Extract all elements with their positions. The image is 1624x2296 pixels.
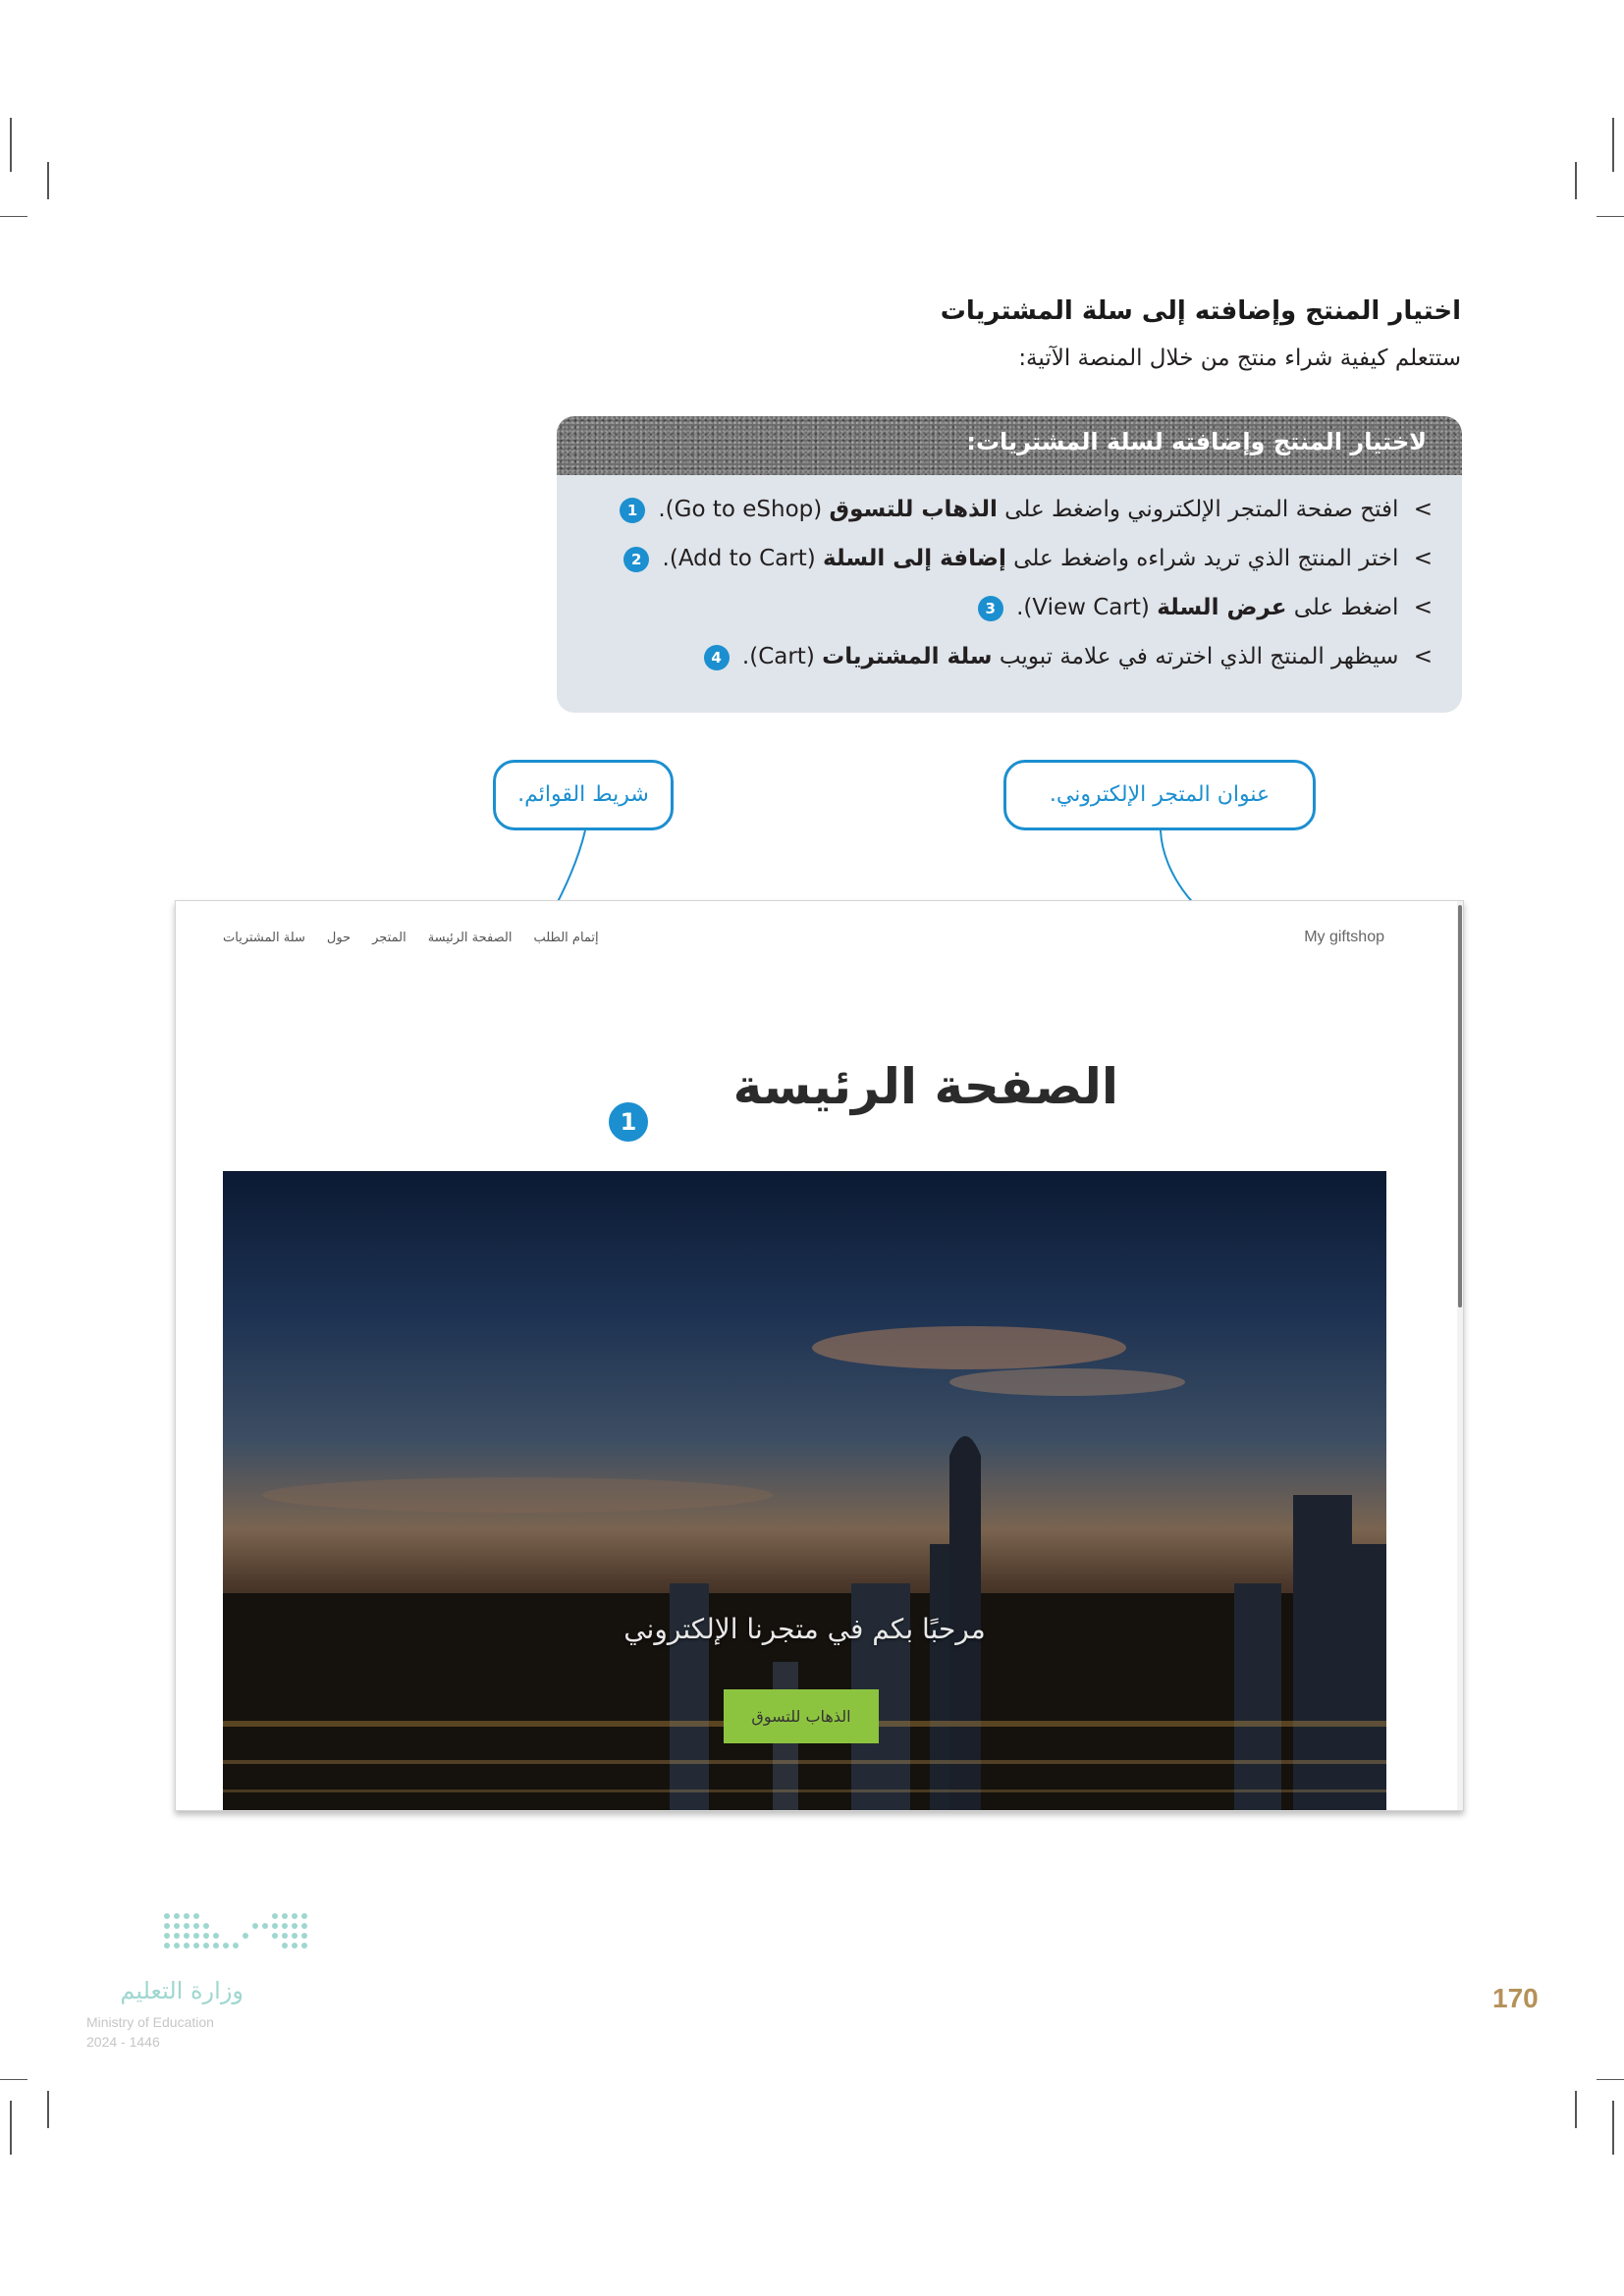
crop-mark: [0, 2079, 27, 2080]
step-item: [557, 583, 1433, 632]
go-to-eshop-button[interactable]: الذهاب للتسوق: [724, 1689, 879, 1743]
steps-list: [557, 475, 1462, 681]
hero-city-image: [223, 1171, 1386, 1811]
step-arrow: >: [1413, 497, 1433, 522]
ministry-name-english: Ministry of Education: [86, 2014, 214, 2030]
eshop-screenshot: [175, 900, 1464, 1811]
section-title: اختيار المنتج وإضافته إلى سلة المشتريات: [940, 296, 1461, 326]
step-bold: سلة المشتريات: [822, 644, 993, 669]
nav-item-home[interactable]: الصفحة الرئيسة: [427, 931, 513, 945]
nav-item-about[interactable]: حول: [326, 931, 352, 945]
step-english: (Cart).: [741, 644, 815, 669]
crop-mark: [0, 216, 27, 217]
step-text: اختر المنتج الذي تريد شراءه واضغط على: [1013, 546, 1399, 571]
step-text: اضغط على: [1293, 595, 1399, 620]
step-item: [557, 534, 1433, 583]
ministry-name-arabic: وزارة التعليم: [120, 1977, 244, 2004]
step-number-badge: 3: [978, 596, 1003, 621]
crop-mark: [1612, 2101, 1614, 2155]
step-text: افتح صفحة المتجر الإلكتروني واضغط على: [1004, 497, 1399, 522]
menu-bar: [223, 931, 599, 945]
crop-mark: [1575, 162, 1577, 199]
step-english: (Add to Cart).: [662, 546, 816, 571]
step-number-badge: 1: [620, 498, 645, 523]
crop-mark: [1612, 118, 1614, 172]
step-english: (View Cart).: [1016, 595, 1150, 620]
crop-mark: [10, 2101, 12, 2155]
crop-mark: [47, 162, 49, 199]
step-number-badge: 4: [704, 645, 730, 670]
store-title[interactable]: My giftshop: [1304, 929, 1384, 945]
nav-item-shop[interactable]: المتجر: [372, 931, 406, 945]
step-text: سيظهر المنتج الذي اخترته في علامة تبويب: [999, 644, 1399, 669]
ministry-dots-icon: [86, 1908, 322, 1967]
steps-header: لاختيار المنتج وإضافته لسلة المشتريات:: [557, 416, 1462, 475]
step-number-badge: 2: [623, 547, 649, 572]
nav-item-cart[interactable]: سلة المشتريات: [223, 931, 305, 945]
welcome-text: مرحبًا بكم في متجرنا الإلكتروني: [623, 1613, 986, 1645]
step-bold: إضافة إلى السلة: [823, 546, 1006, 571]
callout-store-title: عنوان المتجر الإلكتروني.: [1003, 760, 1316, 830]
crop-mark: [1597, 2079, 1624, 2080]
crop-mark: [1575, 2091, 1577, 2128]
step-arrow: >: [1413, 546, 1433, 571]
ministry-year: 2024 - 1446: [86, 2034, 160, 2050]
step-item: [557, 632, 1433, 681]
step-bold: الذهاب للتسوق: [829, 497, 998, 522]
scrollbar[interactable]: [1457, 901, 1463, 1810]
steps-box: [557, 416, 1462, 713]
section-intro: ستتعلم كيفية شراء منتج من خلال المنصة الآتية:: [1018, 346, 1461, 371]
page-number: 170: [1492, 1983, 1539, 2013]
step-item: [557, 485, 1433, 534]
step-marker-1: 1: [606, 1099, 651, 1145]
crop-mark: [10, 118, 12, 172]
nav-item-checkout[interactable]: إتمام الطلب: [533, 931, 599, 945]
step-english: (Go to eShop).: [658, 497, 823, 522]
crop-mark: [1597, 216, 1624, 217]
page-heading: الصفحة الرئيسة: [732, 1058, 1118, 1115]
crop-mark: [47, 2091, 49, 2128]
callout-menu-bar: شريط القوائم.: [493, 760, 674, 830]
step-arrow: >: [1413, 595, 1433, 620]
scrollbar-thumb[interactable]: [1458, 905, 1462, 1308]
step-arrow: >: [1413, 644, 1433, 669]
step-bold: عرض السلة: [1157, 595, 1287, 620]
ministry-logo: [86, 1908, 322, 2065]
